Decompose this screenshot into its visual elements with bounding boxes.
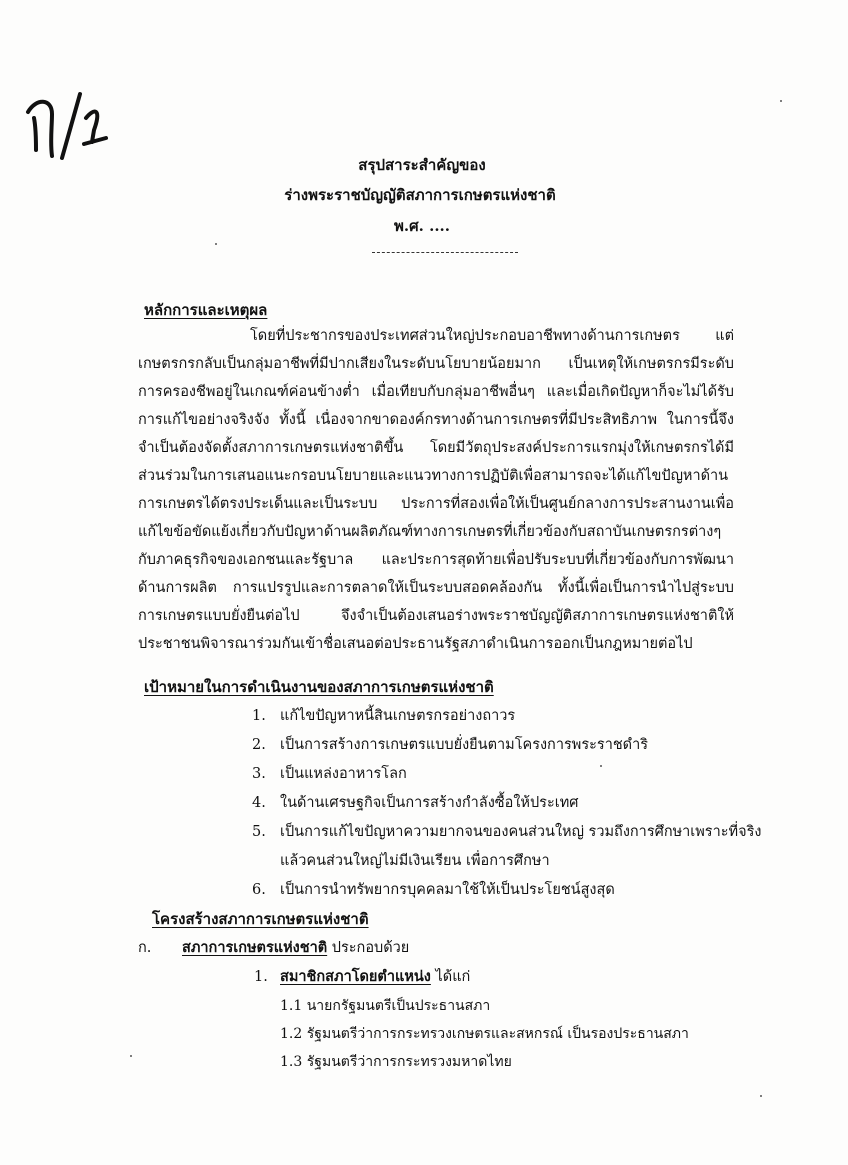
- goals-heading: เป้าหมายในการดำเนินงานของสภาการเกษตรแห่งชาติ: [144, 678, 494, 696]
- principles-heading: หลักการและเหตุผล: [144, 301, 268, 319]
- structure-heading: โครงสร้างสภาการเกษตรแห่งชาติ: [152, 910, 369, 928]
- member-subitem-1: 1.1 นายกรัฐมนตรีเป็นประธานสภา: [280, 998, 491, 1014]
- goal-item-2: [252, 733, 648, 756]
- title-divider: [372, 252, 518, 253]
- structure-section-ko: [138, 936, 409, 959]
- member-subitem-2: 1.2 รัฐมนตรีว่าการกระทรวงเกษตรและสหกรณ์ เป็นรองประธานสภา: [280, 1026, 689, 1042]
- document-title-line2: ร่างพระราชบัญญัติสภาการเกษตรแห่งชาติ: [284, 186, 556, 204]
- principles-paragraph: โดยที่ประชากรของประเทศส่วนใหญ่ประกอบอาชีพทางด้านการเกษตร แต่เกษตรกรกลับเป็นกลุ่มอาชีพที่มีปากเสียงในระดับนโยบายน้อยมาก เป็นเหตุให้เกษตรกรมีระดับการครองชีพอยู่ในเกณฑ์ค่อนข้างต่ำ เมื่อเทียบกับกลุ่มอาชีพอื่นๆ และเมื่อเกิดปัญหาก็จะไม่ได้รับการแก้ไขอย่างจริงจัง ทั้งนี้ เนื่องจากขาดองค์กรทางด้านการเกษตรที่มีประสิทธิภาพ ในการนี้จึงจำเป็นต้องจัดตั้งสภาการเกษตรแห่งชาติขึ้น โดยมีวัตถุประสงค์ประการแรกมุ่งให้เกษตรกรได้มีส่วนร่วมในการเสนอแนะกรอบนโยบายและแนวทางการปฏิบัติเพื่อสามารถจะได้แก้ไขปัญหาด้านการเกษตรได้ตรงประเด็นและเป็นระบบ ประการที่สองเพื่อให้เป็นศูนย์กลางการประสานงานเพื่อแก้ไขข้อขัดแย้งเกี่ยวกับปัญหาด้านผลิตภัณฑ์ทางการเกษตรที่เกี่ยวข้องกับสถาบันเกษตรกรต่างๆ กับภาคธุรกิจของเอกชนและรัฐบาล และประการสุดท้ายเพื่อปรับระบบที่เกี่ยวข้องกับการพัฒนาด้านการผลิต การแปรรูปและการตลาดให้เป็นระบบสอดคล้องกัน ทั้งนี้เพื่อเป็นการนำไปสู่ระบบการเกษตรแบบยั่งยืนต่อไป จึงจำเป็นต้องเสนอร่างพระราชบัญญัติสภาการเกษตรแห่งชาติให้ประชาชนพิจารณาร่วมกันเข้าชื่อเสนอต่อประธานรัฐสภาดำเนินการออกเป็นกฎหมายต่อไป: [138, 328, 734, 652]
- goal-item-1: [252, 704, 515, 727]
- goal-item-5: [252, 820, 761, 843]
- goal-number: 6.: [252, 882, 266, 898]
- goal-text: เป็นการสร้างการเกษตรแบบยั่งยืนตามโครงการพระราชดำริ: [280, 737, 649, 753]
- section-label: ก.: [138, 940, 152, 956]
- goal-number: 3.: [252, 766, 266, 782]
- section-title: สภาการเกษตรแห่งชาติ: [182, 939, 328, 956]
- scan-speck: [760, 1095, 762, 1097]
- section-suffix: ประกอบด้วย: [331, 940, 410, 956]
- scan-speck: [130, 1055, 132, 1057]
- goal-text: แก้ไขปัญหาหนี้สินเกษตรกรอย่างถาวร: [280, 708, 516, 724]
- goal-number: 2.: [252, 737, 266, 753]
- goal-item-4: [252, 791, 578, 814]
- scan-speck: [215, 243, 217, 245]
- goal-number: 5.: [252, 824, 266, 840]
- scan-speck: [780, 100, 782, 102]
- goal-item-3: [252, 762, 407, 785]
- goal-item-5-continuation: แล้วคนส่วนใหญ่ไม่มีเงินเรียน เพื่อการศึกษา: [280, 853, 550, 869]
- goal-number: 1.: [252, 708, 266, 724]
- goal-text: ในด้านเศรษฐกิจเป็นการสร้างกำลังซื้อให้ประเทศ: [280, 795, 579, 811]
- member-subitem-3: 1.3 รัฐมนตรีว่าการกระทรวงมหาดไทย: [280, 1054, 512, 1070]
- member-group-title: สมาชิกสภาโดยตำแหน่ง: [280, 968, 431, 985]
- goal-text: เป็นการนำทรัพยากรบุคคลมาใช้ให้เป็นประโยชน์สูงสุด: [280, 882, 615, 898]
- goal-text: เป็นแหล่งอาหารโลก: [280, 766, 407, 782]
- goal-text: เป็นการแก้ไขปัญหาความยากจนของคนส่วนใหญ่ รวมถึงการศึกษาเพราะที่จริง: [280, 824, 762, 840]
- goal-item-6: [252, 878, 615, 901]
- goal-number: 4.: [252, 795, 266, 811]
- document-title-line1: สรุปสาระสำคัญของ: [358, 156, 486, 174]
- scan-speck: [600, 765, 602, 767]
- member-group-number: 1.: [254, 969, 268, 985]
- members-by-position: [254, 965, 470, 988]
- document-title-year: พ.ศ. ....: [394, 217, 450, 235]
- member-group-suffix: ได้แก่: [435, 969, 471, 985]
- handwritten-page-mark: [22, 88, 114, 162]
